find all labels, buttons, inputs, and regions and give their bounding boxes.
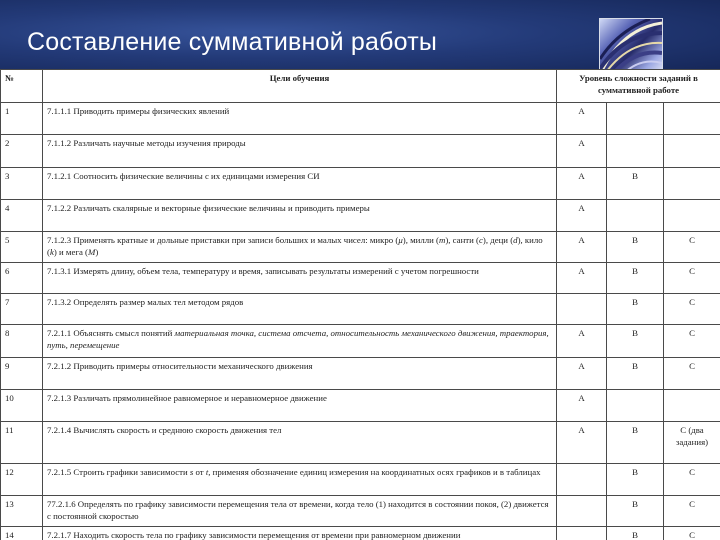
table-row <box>1 390 720 422</box>
level-a: A <box>557 358 607 390</box>
objective-text: ) <box>95 247 99 258</box>
level-a <box>557 527 607 540</box>
level-a <box>557 464 607 496</box>
learning-objective <box>43 527 557 540</box>
level-c: C <box>664 325 720 358</box>
objectives-table <box>0 69 720 540</box>
level-c: C <box>664 358 720 390</box>
row-number: 11 <box>1 422 43 464</box>
table-row <box>1 294 720 325</box>
level-c: C <box>664 464 720 496</box>
level-b <box>607 390 664 422</box>
table-row <box>1 527 720 540</box>
level-b: B <box>607 168 664 200</box>
learning-objective <box>43 232 557 263</box>
learning-objective <box>43 294 557 325</box>
level-c: C <box>664 263 720 294</box>
objective-text: ), милли ( <box>402 235 439 245</box>
learning-objective <box>43 103 557 135</box>
objective-text: ), деци ( <box>482 235 514 245</box>
level-b: B <box>607 527 664 540</box>
table-row <box>1 422 720 464</box>
learning-objective <box>43 200 557 232</box>
level-a: A <box>557 232 607 263</box>
level-c <box>664 200 720 232</box>
objective-text: 7.1.1.1 Приводить примеры физических явлений <box>47 106 230 116</box>
header-goals: Цели обучения <box>43 70 557 103</box>
objective-text: 7.1.2.2 Различать скалярные и векторные физические величины и приводить примеры <box>47 203 370 213</box>
level-a: A <box>557 168 607 200</box>
slide-title: Составление суммативной работы <box>27 28 438 56</box>
row-number: 8 <box>1 325 43 358</box>
objective-text: 7.2.1.1 Объяснять смысл понятий <box>47 328 175 338</box>
table-header-row <box>1 70 720 103</box>
level-a: A <box>557 390 607 422</box>
level-b <box>607 200 664 232</box>
objective-text: 7.1.2.3 Применять кратные и дольные приставки при записи больших и малых чисел: микро ( <box>47 235 399 245</box>
level-b: B <box>607 325 664 358</box>
table-row <box>1 232 720 263</box>
header-number: № <box>1 70 43 103</box>
table-row <box>1 103 720 135</box>
row-number: 9 <box>1 358 43 390</box>
row-number: 14 <box>1 527 43 540</box>
objective-text: 7.2.1.2 Приводить примеры относительности механического движения <box>47 361 313 371</box>
objective-text: ), кило ( <box>47 235 543 258</box>
level-b: B <box>607 358 664 390</box>
objective-text: ), санти ( <box>445 235 479 245</box>
objective-text: M <box>88 247 96 258</box>
level-a: A <box>557 103 607 135</box>
level-b: B <box>607 464 664 496</box>
objective-text: 7.2.1.4 Вычислять скорость и среднюю скорость движения тел <box>47 425 282 435</box>
objective-text: 7.2.1.5 Строить графики зависимости <box>47 467 190 477</box>
level-c: C <box>664 294 720 325</box>
level-b: B <box>607 422 664 464</box>
level-a: A <box>557 200 607 232</box>
objective-text: c <box>478 235 483 245</box>
level-c: C <box>664 232 720 263</box>
level-a: A <box>557 422 607 464</box>
objective-text: k <box>49 247 54 258</box>
objective-text: 7.1.3.1 Измерять длину, объем тела, температуру и время, записывать результаты измерений с учетом погрешности <box>47 266 479 276</box>
learning-objective <box>43 390 557 422</box>
level-b: B <box>607 294 664 325</box>
table-row <box>1 168 720 200</box>
level-c: C <box>664 527 720 540</box>
table-row <box>1 135 720 168</box>
objective-text: материальная точка, система отсчета, относительность механического движения, траектория, путь, перемещение <box>47 328 549 351</box>
row-number: 4 <box>1 200 43 232</box>
decorative-architecture-image <box>599 18 663 76</box>
objective-text: d <box>513 235 518 245</box>
level-b <box>607 135 664 168</box>
objective-text: , применяя обозначение единиц измерения на координатных осях графиков и в таблицах <box>208 467 541 477</box>
table-row <box>1 496 720 527</box>
row-number: 12 <box>1 464 43 496</box>
row-number: 6 <box>1 263 43 294</box>
objective-text: t <box>205 467 209 477</box>
level-a <box>557 294 607 325</box>
objective-text: μ <box>398 235 403 245</box>
level-a: A <box>557 135 607 168</box>
row-number: 2 <box>1 135 43 168</box>
slide-header <box>0 0 720 72</box>
level-b: B <box>607 496 664 527</box>
level-b: B <box>607 232 664 263</box>
learning-objective <box>43 496 557 527</box>
objective-text: 7.2.1.3 Различать прямолинейное равномерное и неравномерное движение <box>47 393 327 403</box>
table-row <box>1 263 720 294</box>
learning-objective <box>43 168 557 200</box>
row-number: 10 <box>1 390 43 422</box>
objective-text: 77.2.1.6 Определять по графику зависимости перемещения тела от времени, когда тело (1) находится в состоянии покоя, (2) движется с постоянной скоростью <box>47 499 549 522</box>
learning-objective <box>43 135 557 168</box>
objective-text: ) и мега ( <box>53 247 88 258</box>
level-b: B <box>607 263 664 294</box>
objective-text: 7.1.3.2 Определять размер малых тел методом рядов <box>47 297 244 307</box>
table-row <box>1 200 720 232</box>
level-c: C (два задания) <box>664 422 720 464</box>
row-number: 7 <box>1 294 43 325</box>
objective-text: 7.2.1.7 Находить скорость тела по графику зависимости перемещения от времени при равномерном движении <box>47 530 461 540</box>
table-row <box>1 464 720 496</box>
header-level: Уровень сложности заданий в суммативной работе <box>557 70 720 103</box>
table-row <box>1 325 720 358</box>
row-number: 1 <box>1 103 43 135</box>
table-row <box>1 358 720 390</box>
objective-text: s <box>189 467 194 477</box>
level-c: C <box>664 496 720 527</box>
level-c <box>664 390 720 422</box>
level-c <box>664 135 720 168</box>
objective-text: 7.1.1.2 Различать научные методы изучения природы <box>47 138 246 148</box>
level-a: A <box>557 325 607 358</box>
learning-objective <box>43 263 557 294</box>
level-a: A <box>557 263 607 294</box>
row-number: 5 <box>1 232 43 263</box>
level-c <box>664 168 720 200</box>
objective-text: 7.1.2.1 Соотносить физические величины с их единицами измерения СИ <box>47 171 320 181</box>
level-c <box>664 103 720 135</box>
row-number: 13 <box>1 496 43 527</box>
learning-objective <box>43 464 557 496</box>
level-a <box>557 496 607 527</box>
learning-objective <box>43 358 557 390</box>
learning-objective <box>43 325 557 358</box>
row-number: 3 <box>1 168 43 200</box>
learning-objective <box>43 422 557 464</box>
objective-text: m <box>438 235 446 245</box>
level-b <box>607 103 664 135</box>
objective-text: от <box>193 467 206 477</box>
